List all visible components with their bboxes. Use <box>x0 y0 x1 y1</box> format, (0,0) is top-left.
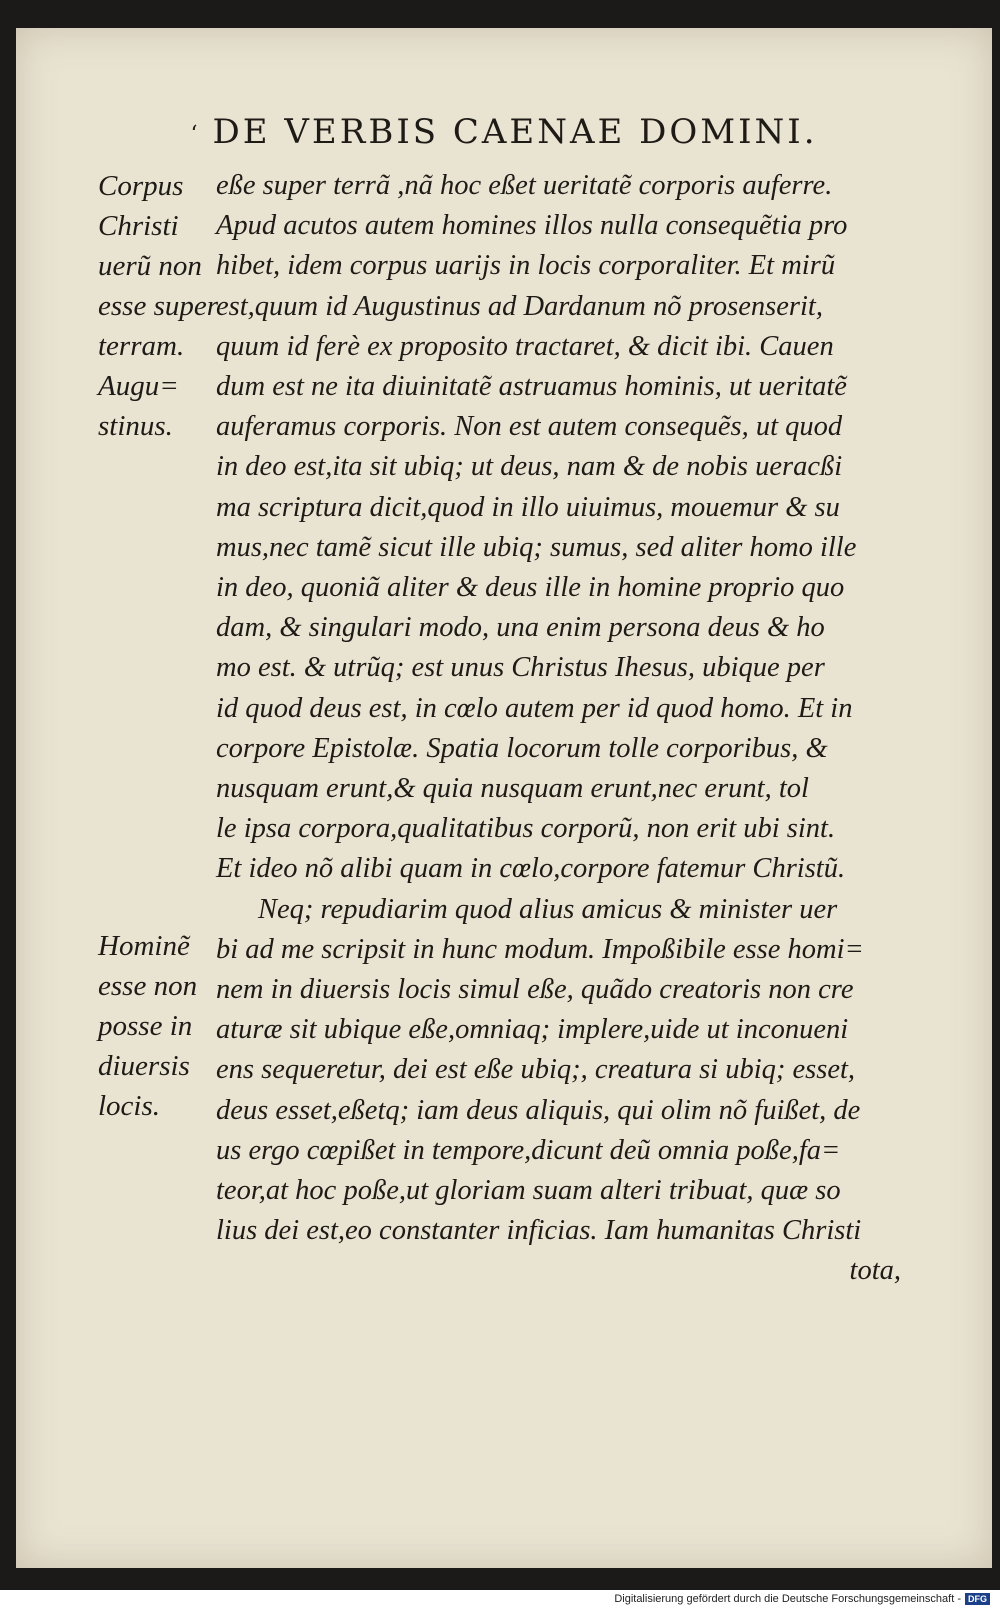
dfg-logo: DFG <box>965 1593 990 1605</box>
footer-text: Digitalisierung gefördert durch die Deutsche Forschungsgemeinschaft - <box>614 1593 961 1605</box>
text-line: mus,nec tamẽ sicut ille ubiq; sumus, sed aliter homo ille <box>216 531 857 563</box>
margin-note-line: Hominẽ <box>98 930 190 962</box>
text-line: est,quum id Augustinus ad Dardanum nõ prosenserit, <box>216 290 823 322</box>
text-line: corpore Epistolæ. Spatia locorum tolle corporibus, & <box>216 732 828 764</box>
text-line: deus esset,eßetq; iam deus aliquis, qui olim nõ fuißet, de <box>216 1094 861 1126</box>
margin-note-corpus-christi <box>98 166 223 446</box>
text-line: Et ideo nõ alibi quam in cœlo,corpore fatemur Christũ. <box>216 853 846 885</box>
text-line: hibet, idem corpus uarijs in locis corporaliter. Et mirũ <box>216 250 836 282</box>
margin-note-line: stinus. <box>98 410 173 442</box>
text-line: us ergo cœpißet in tempore,dicunt deũ omnia poße,fa= <box>216 1134 841 1166</box>
margin-note-line: Christi <box>98 210 179 242</box>
text-line: teor,at hoc poße,ut gloriam suam alteri tribuat, quæ so <box>216 1175 841 1207</box>
text-line: quum id ferè ex proposito tractaret, & dicit ibi. Cauen <box>216 330 834 362</box>
body-text <box>216 166 921 1292</box>
text-line: eße super terrã ,nã hoc eßet ueritatẽ corporis auferre. <box>216 170 833 201</box>
text-line: ens sequeretur, dei est eße ubiq;, creatura si ubiq; esset, <box>216 1054 856 1086</box>
digitization-credit <box>614 1593 990 1605</box>
book-page <box>16 28 992 1568</box>
margin-note-line: posse in <box>98 1010 193 1042</box>
text-line: Apud acutos autem homines illos nulla consequẽtia pro <box>216 210 848 242</box>
text-line: bi ad me scripsit in hunc modum. Impoßibile esse homi= <box>216 933 864 965</box>
text-line: nem in diuersis locis simul eße, quãdo creatoris non cre <box>216 974 854 1006</box>
margin-note-line: esse super <box>98 290 219 322</box>
text-line: lius dei est,eo constanter inficias. Iam humanitas Christi <box>216 1215 862 1247</box>
text-line: aturæ sit ubique eße,omniaq; implere,uide ut inconueni <box>216 1014 849 1046</box>
text-line: id quod deus est, in cœlo autem per id quod homo. Et in <box>216 692 853 724</box>
text-line: auferamus corporis. Non est autem consequẽs, ut quod <box>216 411 843 443</box>
text-line: le ipsa corpora,qualitatibus corporũ, non erit ubi sint. <box>216 813 836 845</box>
margin-note-line: Augu= <box>98 370 179 402</box>
margin-note-line: uerũ non <box>98 250 202 282</box>
text-line: dum est ne ita diuinitatẽ astruamus hominis, ut ueritatẽ <box>216 371 847 403</box>
header-mark: ‘ <box>190 121 201 147</box>
text-line: nusquam erunt,& quia nusquam erunt,nec erunt, tol <box>216 773 809 805</box>
text-line: ma scriptura dicit,quod in illo uiuimus, mouemur & su <box>216 491 840 523</box>
margin-note-line: locis. <box>98 1090 161 1122</box>
text-line: Neq; repudiarim quod alius amicus & minister uer <box>258 893 838 925</box>
margin-note-line: diuersis <box>98 1050 190 1082</box>
text-line: dam, & singulari modo, una enim persona deus & ho <box>216 612 825 644</box>
catchword: tota, <box>849 1255 901 1287</box>
margin-note-line: esse non <box>98 970 198 1002</box>
text-line: mo est. & utrũq; est unus Christus Ihesus, ubique per <box>216 652 825 684</box>
margin-note-line: Corpus <box>98 170 184 202</box>
text-line: in deo, quoniã aliter & deus ille in homine proprio quo <box>216 572 845 604</box>
text-line: in deo est,ita sit ubiq; ut deus, nam & de nobis ueracßi <box>216 451 843 483</box>
margin-note-line: terram. <box>98 330 185 362</box>
header-title: DE VERBIS CAENAE DOMINI. <box>212 112 818 152</box>
margin-note-homine <box>98 926 223 1126</box>
running-header <box>16 112 992 152</box>
